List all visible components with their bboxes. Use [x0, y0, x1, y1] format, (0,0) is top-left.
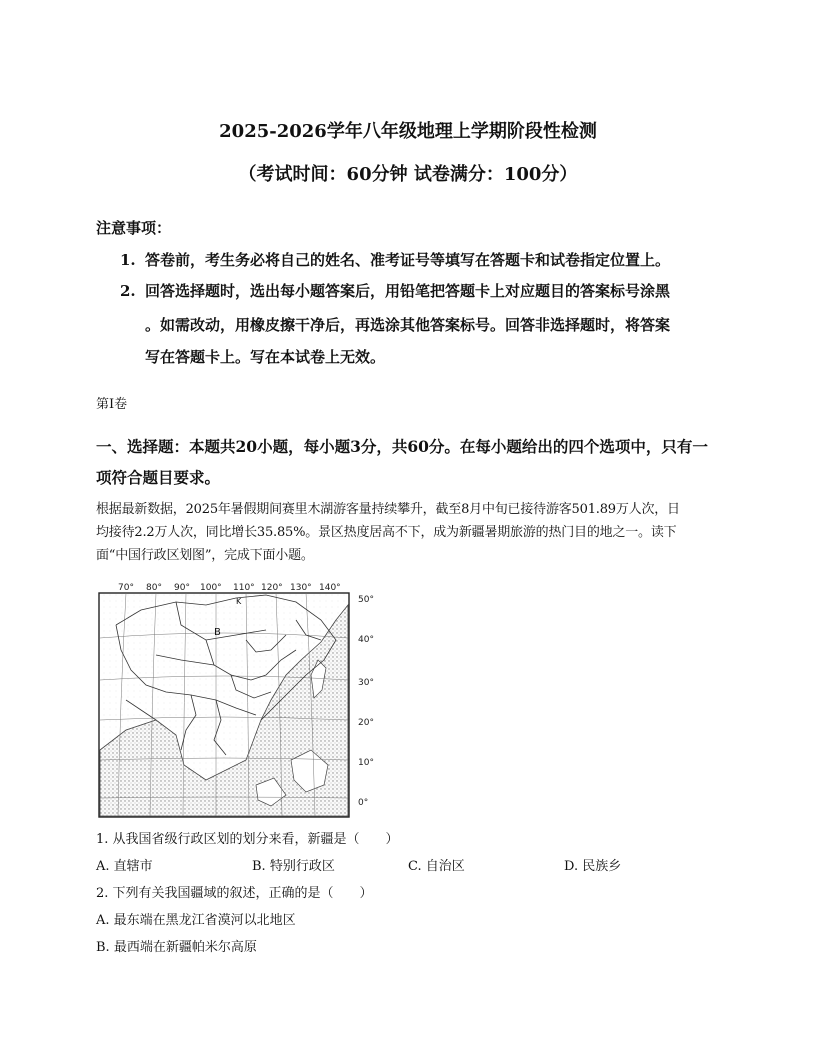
note-number: 1. — [120, 251, 136, 269]
map-letter-k: K — [236, 597, 242, 606]
volume-label: 第I卷 — [96, 397, 128, 412]
passage-text — [96, 498, 720, 567]
question-1-stem: 1. 从我国省级行政区划的划分来看，新疆是（ ） — [96, 832, 399, 847]
note-line: 回答选择题时，选出每小题答案后，用铅笔把答题卡上对应题目的答案标号涂黑 — [145, 282, 671, 300]
note-number: 2. — [120, 282, 136, 300]
longitude-label: 80° — [146, 583, 162, 593]
page-title: 2025-2026学年八年级地理上学期阶段性检测 — [219, 121, 597, 142]
longitude-label: 100° — [200, 583, 222, 593]
question-2-stem: 2. 下列有关我国疆域的叙述，正确的是（ ） — [96, 886, 373, 901]
question-1-option-b: B. 特别行政区 — [252, 859, 335, 874]
latitude-label: 10° — [358, 758, 374, 768]
latitude-label: 40° — [358, 635, 374, 645]
latitude-label: 20° — [358, 718, 374, 728]
question-1-option-a: A. 直辖市 — [96, 859, 153, 874]
longitude-label: 130° — [290, 583, 312, 593]
note-line: 答卷前，考生务必将自己的姓名、准考证号等填写在答题卡和试卷指定位置上。 — [145, 251, 671, 269]
section-heading-line: 一、选择题：本题共20小题，每小题3分，共60分。在每小题给出的四个选项中，只有一 — [96, 437, 708, 456]
china-administrative-map — [96, 580, 386, 820]
note-line: 。如需改动，用橡皮擦干净后，再选涂其他答案标号。回答非选择题时，将答案 — [145, 316, 671, 334]
longitude-label: 70° — [118, 583, 134, 593]
longitude-label: 90° — [174, 583, 190, 593]
section-heading — [96, 431, 720, 493]
question-1-option-c: C. 自治区 — [408, 859, 465, 874]
note-line: 写在答题卡上。写在本试卷上无效。 — [145, 348, 386, 366]
latitude-label: 0° — [358, 798, 369, 808]
latitude-label: 30° — [358, 678, 374, 688]
latitude-label: 50° — [358, 595, 374, 605]
map-letter-b: B — [214, 627, 221, 638]
longitude-label: 110° — [233, 583, 255, 593]
question-2-option-b: B. 最西端在新疆帕米尔高原 — [96, 940, 257, 955]
question-2-option-a: A. 最东端在黑龙江省漠河以北地区 — [96, 913, 296, 928]
notes-heading: 注意事项： — [96, 219, 172, 237]
passage-line: 根据最新数据，2025年暑假期间赛里木湖游客量持续攀升，截至8月中旬已接待游客501.89万人次，日 — [96, 502, 680, 517]
longitude-label: 140° — [319, 583, 341, 593]
section-heading-line: 项符合题目要求。 — [96, 468, 221, 487]
question-1-option-d: D. 民族乡 — [564, 859, 622, 874]
longitude-label: 120° — [261, 583, 283, 593]
exam-info-subtitle: （考试时间：60分钟 试卷满分：100分） — [238, 164, 578, 185]
passage-line: 均接待2.2万人次，同比增长35.85%。景区热度居高不下，成为新疆暑期旅游的热门目的地之一。读下 — [96, 525, 677, 540]
passage-line: 面“中国行政区划图”，完成下面小题。 — [96, 548, 314, 563]
